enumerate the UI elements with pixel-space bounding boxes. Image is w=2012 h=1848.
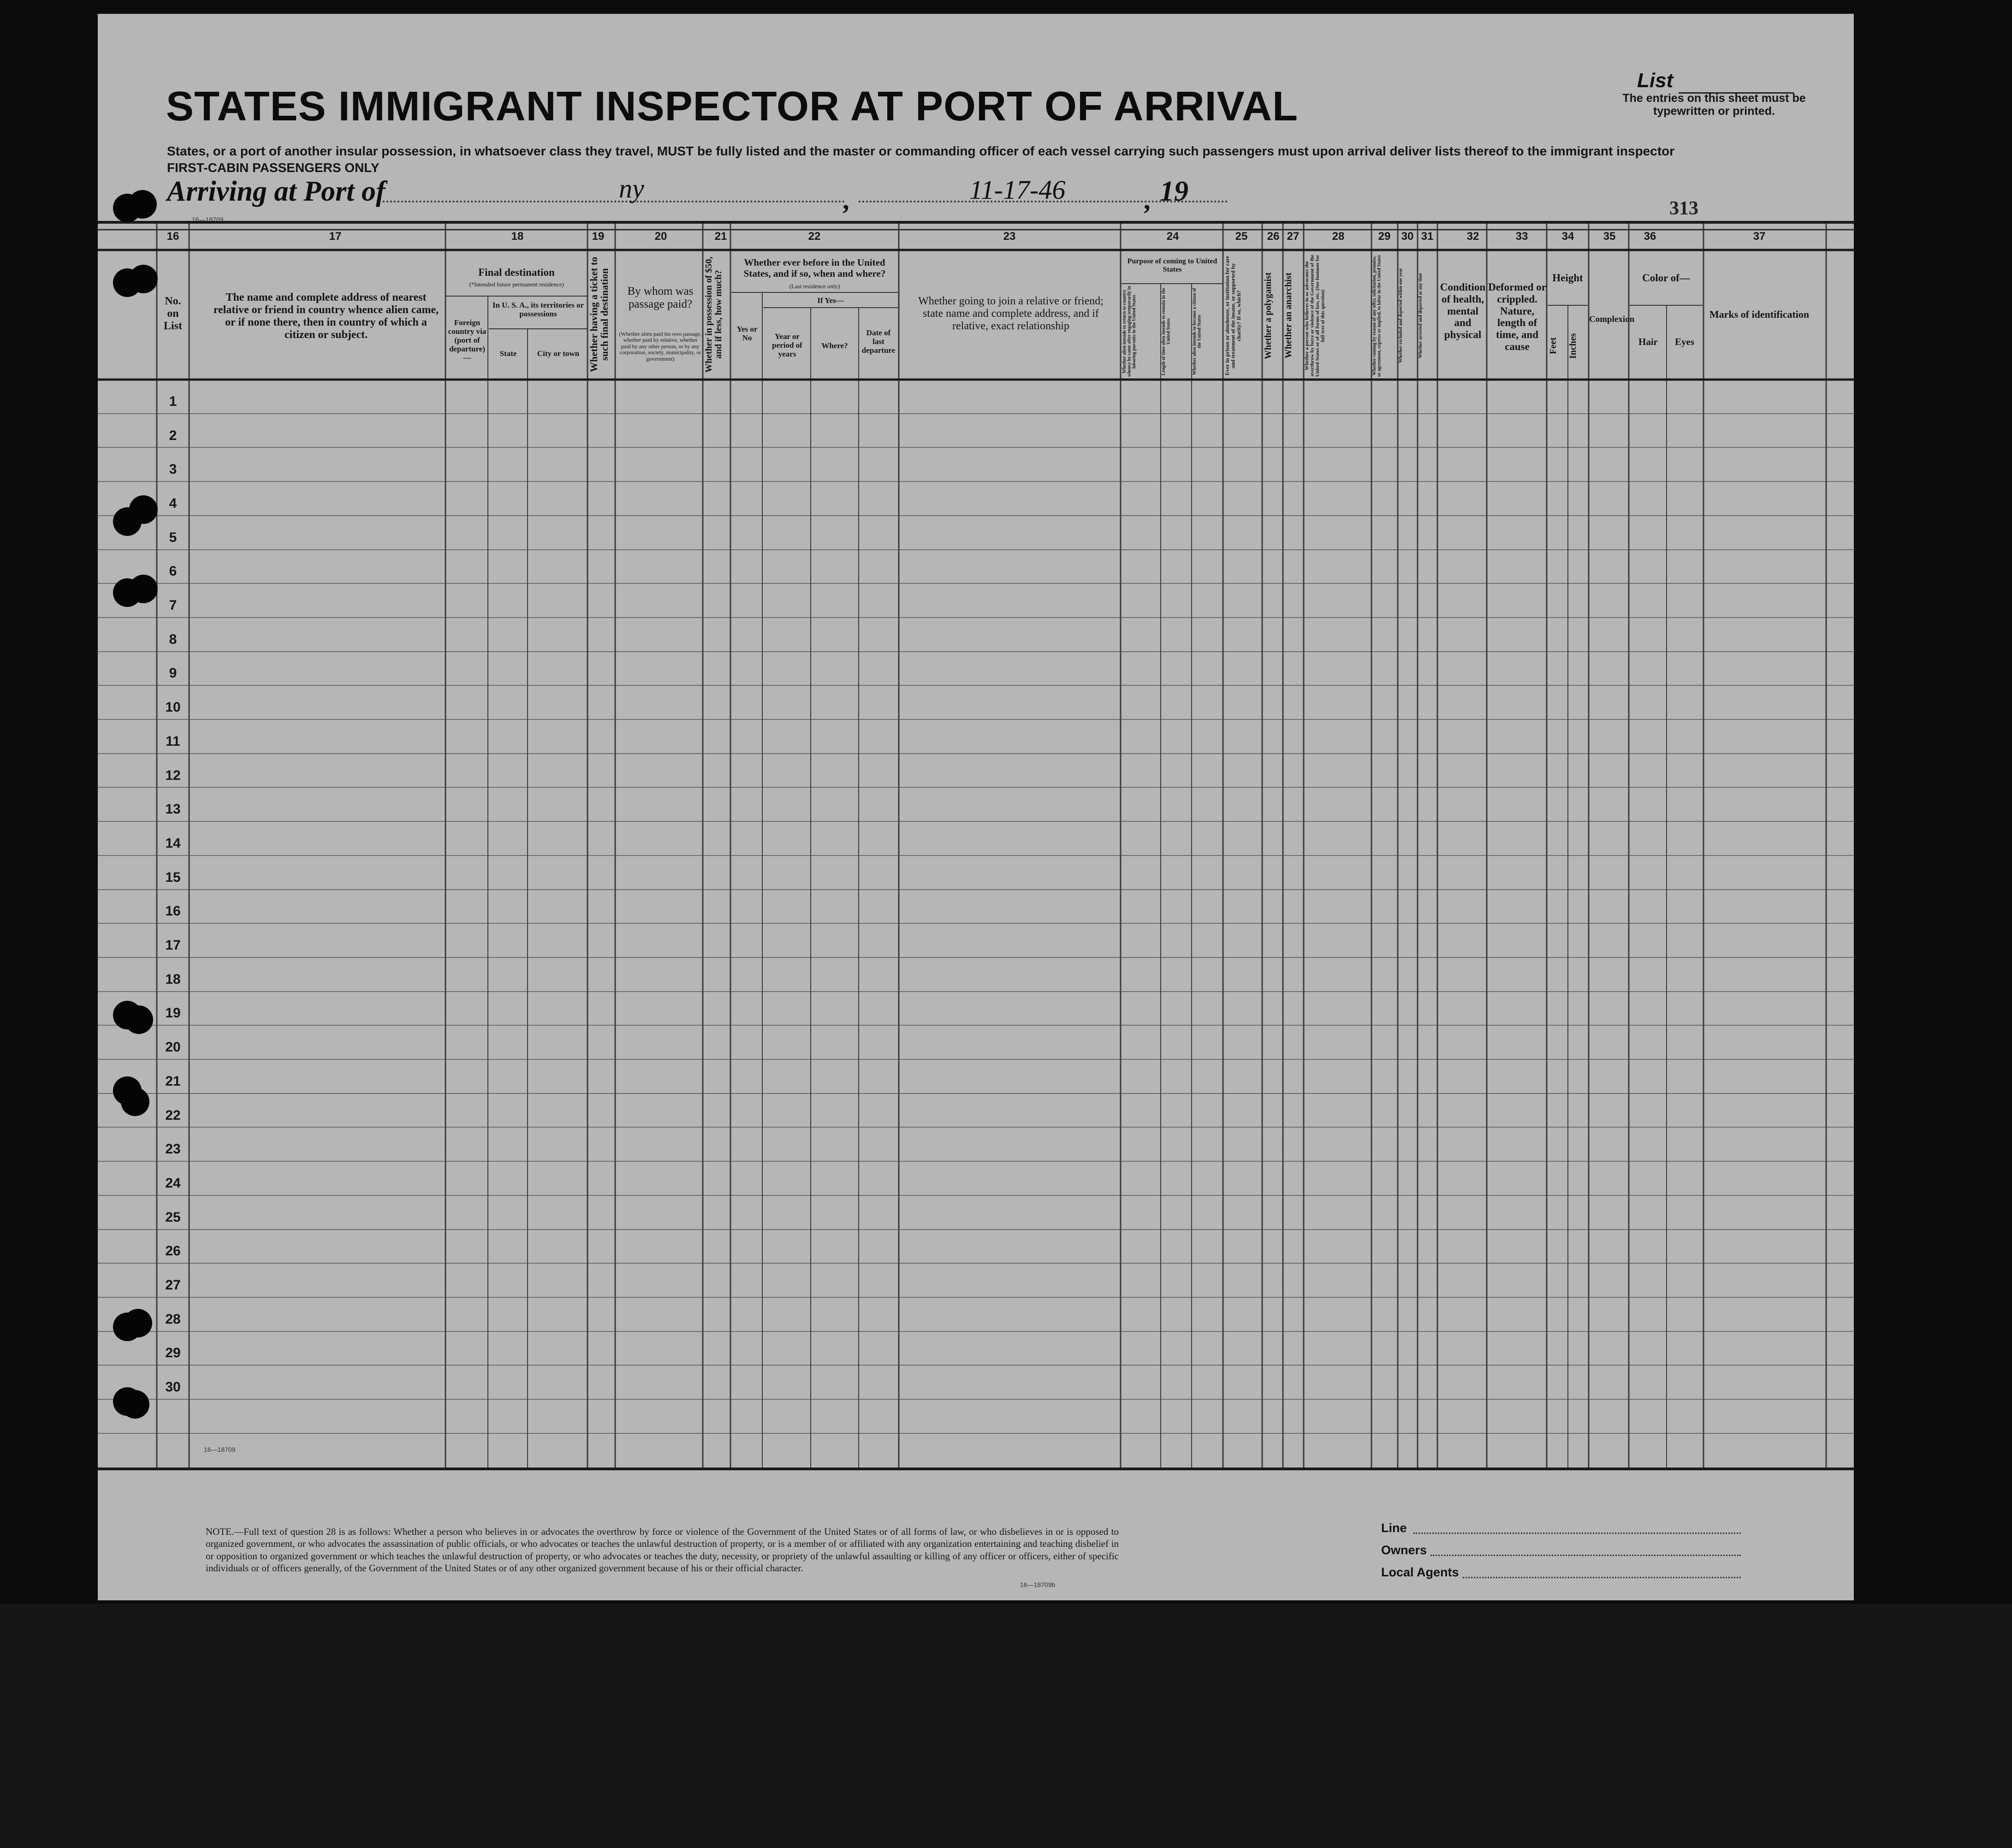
row-number: 22 bbox=[165, 1108, 181, 1123]
row-number: 1 bbox=[169, 394, 177, 409]
punch-hole bbox=[129, 575, 158, 603]
col-24-sub-b: Length of time alien intends to remain in the United States bbox=[1161, 288, 1171, 375]
owners-field[interactable] bbox=[1430, 1555, 1741, 1556]
row-number: 7 bbox=[169, 598, 177, 613]
col-24-label: Purpose of coming to United States bbox=[1127, 257, 1217, 273]
row-number: 25 bbox=[165, 1210, 181, 1225]
col-num-29: 29 bbox=[1378, 230, 1391, 243]
row-number: 2 bbox=[169, 428, 177, 443]
col-22-year: Year or period of years bbox=[772, 332, 802, 359]
row-number: 10 bbox=[165, 700, 181, 715]
col-36-eyes: Eyes bbox=[1675, 336, 1694, 347]
col-24-sub-c: Whether alien intends to become a citizen of the United States bbox=[1192, 288, 1202, 375]
owners-label: Owners bbox=[1381, 1543, 1427, 1557]
col-20-note: (Whether alien paid his own passage, whether paid by relative, whether paid by any other person, or by any corporation, society, municipality, or government) bbox=[619, 331, 702, 362]
row-number: 21 bbox=[165, 1074, 181, 1089]
row-number: 16 bbox=[165, 903, 181, 919]
col-17-label: The name and complete address of nearest relative or friend in country whence alien came, or if none there, then in country of which a citizen or subject. bbox=[213, 291, 439, 341]
row-number: 9 bbox=[169, 666, 177, 681]
col-34-feet: Feet bbox=[1548, 337, 1558, 355]
row-number: 29 bbox=[165, 1345, 181, 1361]
row-number: 13 bbox=[165, 802, 181, 817]
row-number: 30 bbox=[165, 1379, 181, 1395]
col-31-label: Whether arrested and deported at any time bbox=[1418, 273, 1423, 359]
passenger-class: FIRST-CABIN PASSENGERS ONLY bbox=[167, 160, 380, 175]
col-num-26: 26 bbox=[1267, 230, 1280, 243]
col-25-label: Ever in prison or almshouse, or institution for care and treatment of the insane, or supported by charity? If so, which? bbox=[1224, 256, 1242, 376]
col-36-label: Color of— bbox=[1642, 272, 1690, 284]
table-grid bbox=[98, 14, 1854, 1600]
col-27-label: Whether an anarchist bbox=[1283, 273, 1294, 359]
comma-separator: , bbox=[843, 185, 849, 215]
col-22-label: Whether ever before in the United States, and if so, when and where? bbox=[743, 257, 886, 279]
row-number: 26 bbox=[165, 1243, 181, 1259]
form-subtitle: States, or a port of another insular possession, in whatsoever class they travel, MUST be fully listed and the master or commanding officer of each vessel carrying such passengers must upon arrival deliver lists thereof to the immigrant inspector bbox=[167, 144, 1675, 158]
col-32-label: Condition of health, mental and physical bbox=[1440, 281, 1486, 340]
col-23-label: Whether going to join a relative or friend; state name and complete address, and if relative, exact relationship bbox=[918, 295, 1104, 332]
col-num-27: 27 bbox=[1287, 230, 1300, 243]
col-29-label: Whether coming by reason of any offer, solicitation, promise, or agreement, express or implied, to labor in the United States bbox=[1372, 255, 1382, 377]
list-label: List bbox=[1637, 69, 1674, 92]
arriving-label: Arriving at Port of bbox=[167, 176, 386, 207]
row-number: 27 bbox=[165, 1278, 181, 1293]
col-24-sub-a: Whether alien intends to return to country whence he came after engaging temporarily in laboring pursuits in the United States bbox=[1122, 286, 1137, 377]
punch-hole bbox=[125, 1005, 153, 1034]
punch-hole bbox=[129, 495, 158, 524]
col-num-21: 21 bbox=[714, 230, 727, 243]
col-num-20: 20 bbox=[654, 230, 667, 243]
punch-hole bbox=[121, 1087, 149, 1116]
row-number: 24 bbox=[165, 1176, 181, 1191]
col-22-where: Where? bbox=[821, 341, 848, 350]
col-num-31: 31 bbox=[1421, 230, 1434, 243]
row-number: 14 bbox=[165, 836, 181, 851]
line-field[interactable] bbox=[1413, 1533, 1741, 1534]
col-22-ifyes: If Yes— bbox=[817, 296, 844, 305]
col-18-foreign: Foreign country via (port of departure)— bbox=[448, 318, 487, 362]
col-num-32: 32 bbox=[1466, 230, 1479, 243]
col-18-city: City or town bbox=[537, 349, 580, 358]
col-22-note: (Last residence only) bbox=[789, 283, 840, 290]
col-num-30: 30 bbox=[1401, 230, 1414, 243]
col-num-35: 35 bbox=[1603, 230, 1616, 243]
row-number: 18 bbox=[165, 972, 181, 987]
col-20-label: By whom was passage paid? bbox=[627, 285, 694, 310]
punch-hole bbox=[124, 1309, 152, 1337]
col-num-28: 28 bbox=[1332, 230, 1345, 243]
col-16-label: No. on List bbox=[163, 295, 182, 332]
date-handwritten: 11-17-46 bbox=[969, 175, 1066, 205]
line-label: Line bbox=[1381, 1521, 1407, 1535]
punch-hole bbox=[121, 1390, 149, 1419]
col-36-hair: Hair bbox=[1638, 336, 1658, 347]
col-18-usa: In U. S. A., its territories or possessions bbox=[492, 301, 584, 319]
col-21-label: Whether in possession of $50, and if less, how much? bbox=[704, 256, 724, 373]
col-34-inches: Inches bbox=[1568, 333, 1578, 359]
port-handwritten: ny bbox=[619, 173, 644, 203]
col-34-label: Height bbox=[1552, 272, 1583, 284]
row-number: 20 bbox=[165, 1040, 181, 1055]
col-num-37: 37 bbox=[1753, 230, 1766, 243]
row-number: 17 bbox=[165, 938, 181, 953]
local-agents-label: Local Agents bbox=[1381, 1565, 1459, 1579]
scan-background bbox=[0, 1604, 2012, 1848]
col-22-date: Date of last departure bbox=[861, 328, 896, 355]
local-agents-field[interactable] bbox=[1463, 1577, 1741, 1578]
form-title: STATES IMMIGRANT INSPECTOR AT PORT OF ARRIVAL bbox=[166, 83, 1298, 130]
col-num-18: 18 bbox=[511, 230, 524, 243]
form-code: 16—18709 bbox=[192, 216, 224, 223]
row-number: 8 bbox=[169, 632, 177, 647]
col-22-yesno: Yes or No bbox=[736, 325, 758, 343]
col-num-22: 22 bbox=[808, 230, 821, 243]
col-num-24: 24 bbox=[1166, 230, 1179, 243]
col-26-label: Whether a polygamist bbox=[1263, 272, 1273, 359]
punch-hole bbox=[128, 190, 157, 219]
col-18-label: Final destination bbox=[478, 267, 555, 278]
col-num-23: 23 bbox=[1003, 230, 1016, 243]
col-num-19: 19 bbox=[592, 230, 605, 243]
row-number: 5 bbox=[169, 530, 177, 545]
row-number: 11 bbox=[166, 734, 180, 749]
row-number: 28 bbox=[165, 1312, 181, 1327]
col-num-34: 34 bbox=[1561, 230, 1574, 243]
col-num-36: 36 bbox=[1644, 230, 1656, 243]
question-28-footnote: NOTE.—Full text of question 28 is as follows: Whether a person who believes in or advocates the overthrow by force or violence of the Government of the United States or of all forms of law, or who disbelieves in or is opposed to organized government, or who advocates the assassination of public officials, or who advocates or teaches the unlawful destruction of property, or is a member of or affiliated with any organization entertaining and teaching disbelief in or opposition to organized government or which teaches the unlawful destruction of property, or who advocates or teaches the duty, necessity, or propriety of the unlawful assaulting or killing of any officer or officers, either of specific individuals or of officers generally, of the Government of the United States or of any other organized government because of his or their official character. bbox=[206, 1526, 1119, 1574]
col-num-25: 25 bbox=[1235, 230, 1248, 243]
col-30-label: Whether excluded and deported within one year bbox=[1398, 268, 1403, 363]
col-num-33: 33 bbox=[1515, 230, 1528, 243]
col-19-label: Whether having a ticket to such final destination bbox=[588, 256, 611, 373]
col-33-label: Deformed or crippled. Nature, length of time, and cause bbox=[1488, 281, 1546, 352]
col-35-label: Complexion bbox=[1589, 315, 1635, 324]
punch-hole bbox=[129, 265, 158, 293]
row-number: 4 bbox=[169, 496, 177, 511]
manifest-sheet bbox=[98, 14, 1854, 1600]
form-code-table: 16—18709 bbox=[204, 1446, 236, 1453]
row-number: 23 bbox=[165, 1141, 181, 1157]
col-18-state: State bbox=[499, 349, 517, 358]
page-number: 313 bbox=[1669, 198, 1698, 219]
year-prefix: 19 bbox=[1160, 176, 1188, 207]
row-number: 12 bbox=[165, 768, 181, 783]
row-number: 19 bbox=[165, 1005, 181, 1021]
col-num-16: 16 bbox=[166, 230, 179, 243]
comma-separator: , bbox=[1144, 185, 1151, 215]
row-number: 3 bbox=[169, 462, 177, 477]
entries-note: The entries on this sheet must be typewritten or printed. bbox=[1622, 92, 1806, 118]
col-37-label: Marks of identification bbox=[1709, 309, 1810, 320]
row-number: 15 bbox=[165, 870, 181, 885]
form-code-footer: 16—18709b bbox=[1020, 1581, 1056, 1588]
col-28-label: Whether a person who believes in or advocates the overthrow by force or violence of the Government of the United States or of all forms of law, etc. (See footnote for full text of this question) bbox=[1304, 255, 1326, 377]
col-num-17: 17 bbox=[329, 230, 342, 243]
col-18-note: (*Intended future permanent residence) bbox=[469, 281, 564, 288]
row-number: 6 bbox=[169, 564, 177, 579]
